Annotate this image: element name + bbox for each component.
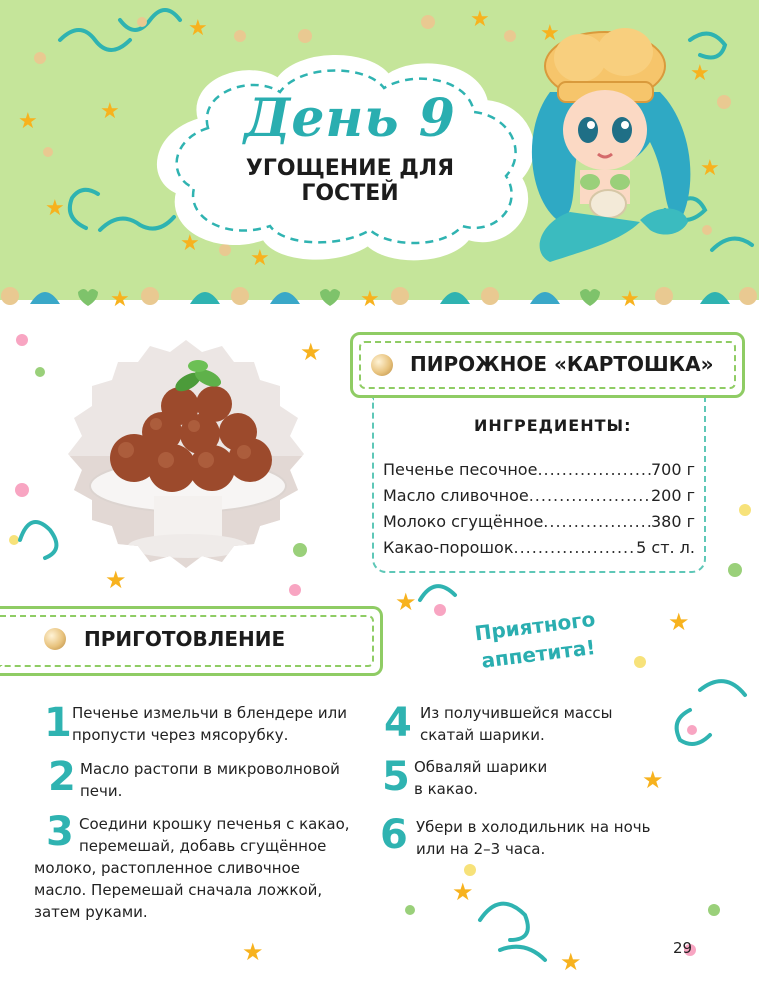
step-number: 6 — [380, 812, 408, 858]
svg-text:★: ★ — [45, 196, 65, 221]
ingredient-name: Масло сливочное — [383, 486, 529, 505]
step-text — [420, 702, 612, 746]
svg-text:★: ★ — [105, 566, 127, 594]
svg-text:★: ★ — [360, 287, 380, 308]
step-line: Масло растопи в микроволновой — [80, 760, 340, 778]
svg-text:★: ★ — [470, 7, 490, 32]
step-line: Убери в холодильник на ночь — [416, 818, 651, 836]
step-text — [34, 813, 369, 923]
svg-text:★: ★ — [100, 99, 120, 124]
dot-leader — [513, 538, 636, 557]
mermaid-chef-illustration — [510, 22, 700, 272]
svg-text:★: ★ — [110, 287, 130, 308]
ingredient-qty: 5 ст. л. — [636, 538, 695, 557]
ingredient-row — [383, 486, 695, 505]
day-title: День 9 — [244, 88, 456, 149]
step-number: 5 — [382, 754, 410, 800]
pearl-bullet-icon — [44, 628, 66, 650]
svg-text:★: ★ — [242, 938, 264, 966]
bon-appetit-line: аппетита! — [480, 635, 597, 673]
ingredient-qty: 200 г — [650, 486, 695, 505]
svg-text:★: ★ — [300, 338, 322, 366]
day-subtitle: УГОЩЕНИЕ ДЛЯ ГОСТЕЙ — [245, 156, 455, 206]
step-line: скатай шарики. — [420, 726, 545, 744]
step-number: 4 — [384, 700, 412, 746]
step-line: Печенье измельчи в блендере или — [72, 704, 348, 722]
ingredient-name: Какао-порошок — [383, 538, 514, 557]
step-line: перемешай, добавь сгущённое — [79, 837, 327, 855]
recipe-title: ПИРОЖНОЕ «КАРТОШКА» — [410, 352, 714, 376]
step-line: пропусти через мясорубку. — [72, 726, 289, 744]
ingredient-name: Печенье песочное — [383, 460, 538, 479]
step-line: в какао. — [414, 780, 479, 798]
step-line: масло. Перемешай сначала ложкой, — [34, 881, 323, 899]
svg-text:★: ★ — [18, 109, 38, 134]
ingredient-row — [383, 460, 695, 479]
preparation-title: ПРИГОТОВЛЕНИЕ — [84, 627, 286, 651]
step-line: молоко, растопленное сливочное — [34, 859, 300, 877]
svg-text:★: ★ — [690, 61, 710, 86]
ingredient-row — [383, 512, 695, 531]
step-line: Из получившейся массы — [420, 704, 613, 722]
step-number: 3 — [46, 809, 74, 855]
svg-text:★: ★ — [620, 287, 640, 308]
svg-text:★: ★ — [642, 766, 664, 794]
step-text — [72, 702, 347, 746]
step-number: 1 — [44, 700, 72, 746]
ingredient-qty: 700 г — [650, 460, 695, 479]
svg-text:★: ★ — [395, 588, 417, 616]
step-line: затем руками. — [34, 903, 148, 921]
svg-text:★: ★ — [700, 156, 720, 181]
svg-text:★: ★ — [560, 948, 582, 976]
svg-text:★: ★ — [188, 16, 208, 41]
ingredient-name: Молоко сгущённое — [383, 512, 544, 531]
svg-text:★: ★ — [180, 231, 200, 256]
dot-leader — [537, 460, 651, 479]
step-text — [416, 816, 650, 860]
shell-border — [0, 284, 759, 308]
page-number: 29 — [673, 939, 693, 957]
ingredient-qty: 380 г — [650, 512, 695, 531]
header-band — [0, 0, 759, 300]
bon-appetit-line: Приятного — [473, 606, 597, 646]
step-text — [414, 756, 547, 800]
step-text — [80, 758, 340, 802]
svg-text:★: ★ — [250, 246, 270, 271]
svg-text:★: ★ — [668, 608, 690, 636]
step-number: 2 — [48, 754, 76, 800]
step-line: Соедини крошку печенья с какао, — [79, 815, 350, 833]
step-line: печи. — [80, 782, 123, 800]
step-line: или на 2–3 часа. — [416, 840, 546, 858]
pearl-bullet-icon — [371, 354, 393, 376]
dot-leader — [529, 486, 651, 505]
svg-text:★: ★ — [452, 878, 474, 906]
dessert-photo — [62, 336, 310, 572]
ingredient-row — [383, 538, 695, 557]
dot-leader — [543, 512, 651, 531]
ingredients-title: ИНГРЕДИЕНТЫ: — [474, 416, 632, 435]
step-line: Обваляй шарики — [414, 758, 548, 776]
svg-text:★: ★ — [540, 21, 560, 46]
